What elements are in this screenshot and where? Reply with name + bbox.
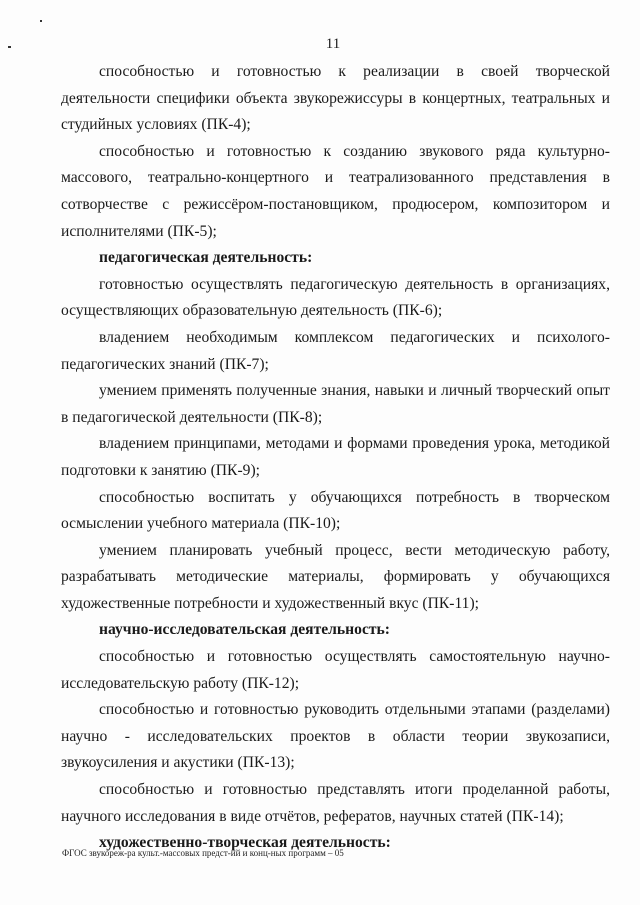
scan-artifact bbox=[40, 20, 42, 22]
section-heading: научно-исследовательская деятельность: bbox=[99, 621, 390, 639]
paragraph: готовностью осуществлять педагогическую деятельность в организациях, осуществляющих образовательную деятельность (ПК-6); bbox=[61, 275, 610, 320]
paragraph: способностью и готовностью осуществлять самостоятельную научно-исследовательскую работу (ПК-12); bbox=[61, 648, 610, 692]
paragraph: способностью воспитать у обучающихся потребность в творческом осмыслении учебного материала (ПК-10); bbox=[61, 488, 610, 533]
paragraph: владением необходимым комплексом педагогических и психолого-педагогических знаний (ПК-7); bbox=[61, 328, 610, 373]
paragraph: умением применять полученные знания, навыки и личный творческий опыт в педагогической деятельности (ПК-8); bbox=[61, 382, 610, 426]
paragraph: способностью и готовностью к созданию звукового ряда культурно-массового, театрально-концертного и театрализованного представления в сотворчестве с режиссёром-постановщиком, продюсером, композитором и исполнителями (ПК-5); bbox=[61, 142, 610, 240]
paragraph: способностью и готовностью к реализации в своей творческой деятельности специфики объекта звукорежиссуры в концертных, театральных и студийных условиях (ПК-4); bbox=[61, 63, 610, 134]
paragraph: способностью и готовностью руководить отдельными этапами (разделами) научно - исследовательских проектов в области теории звукозаписи, звукоусиления и акустики (ПК-13); bbox=[61, 701, 610, 772]
paragraph: владением принципами, методами и формами проведения урока, методикой подготовки к занятию (ПК-9); bbox=[61, 435, 610, 479]
document-body bbox=[61, 59, 610, 857]
section-heading: педагогическая деятельность: bbox=[99, 249, 313, 267]
section-heading: художественно-творческая деятельность: bbox=[99, 834, 391, 852]
page-number: 11 bbox=[325, 36, 341, 52]
paragraph: способностью и готовностью представлять итоги проделанной работы, научного исследования в виде отчётов, рефератов, научных статей (ПК-14); bbox=[61, 781, 610, 825]
paragraph: умением планировать учебный процесс, вести методическую работу, разрабатывать методические материалы, формировать у обучающихся художественные потребности и художественный вкус (ПК-11); bbox=[61, 541, 610, 612]
page-footer: ФГОС звукореж-ра культ.-массовых предст-ий и конц-ных программ – 05 bbox=[62, 848, 344, 858]
